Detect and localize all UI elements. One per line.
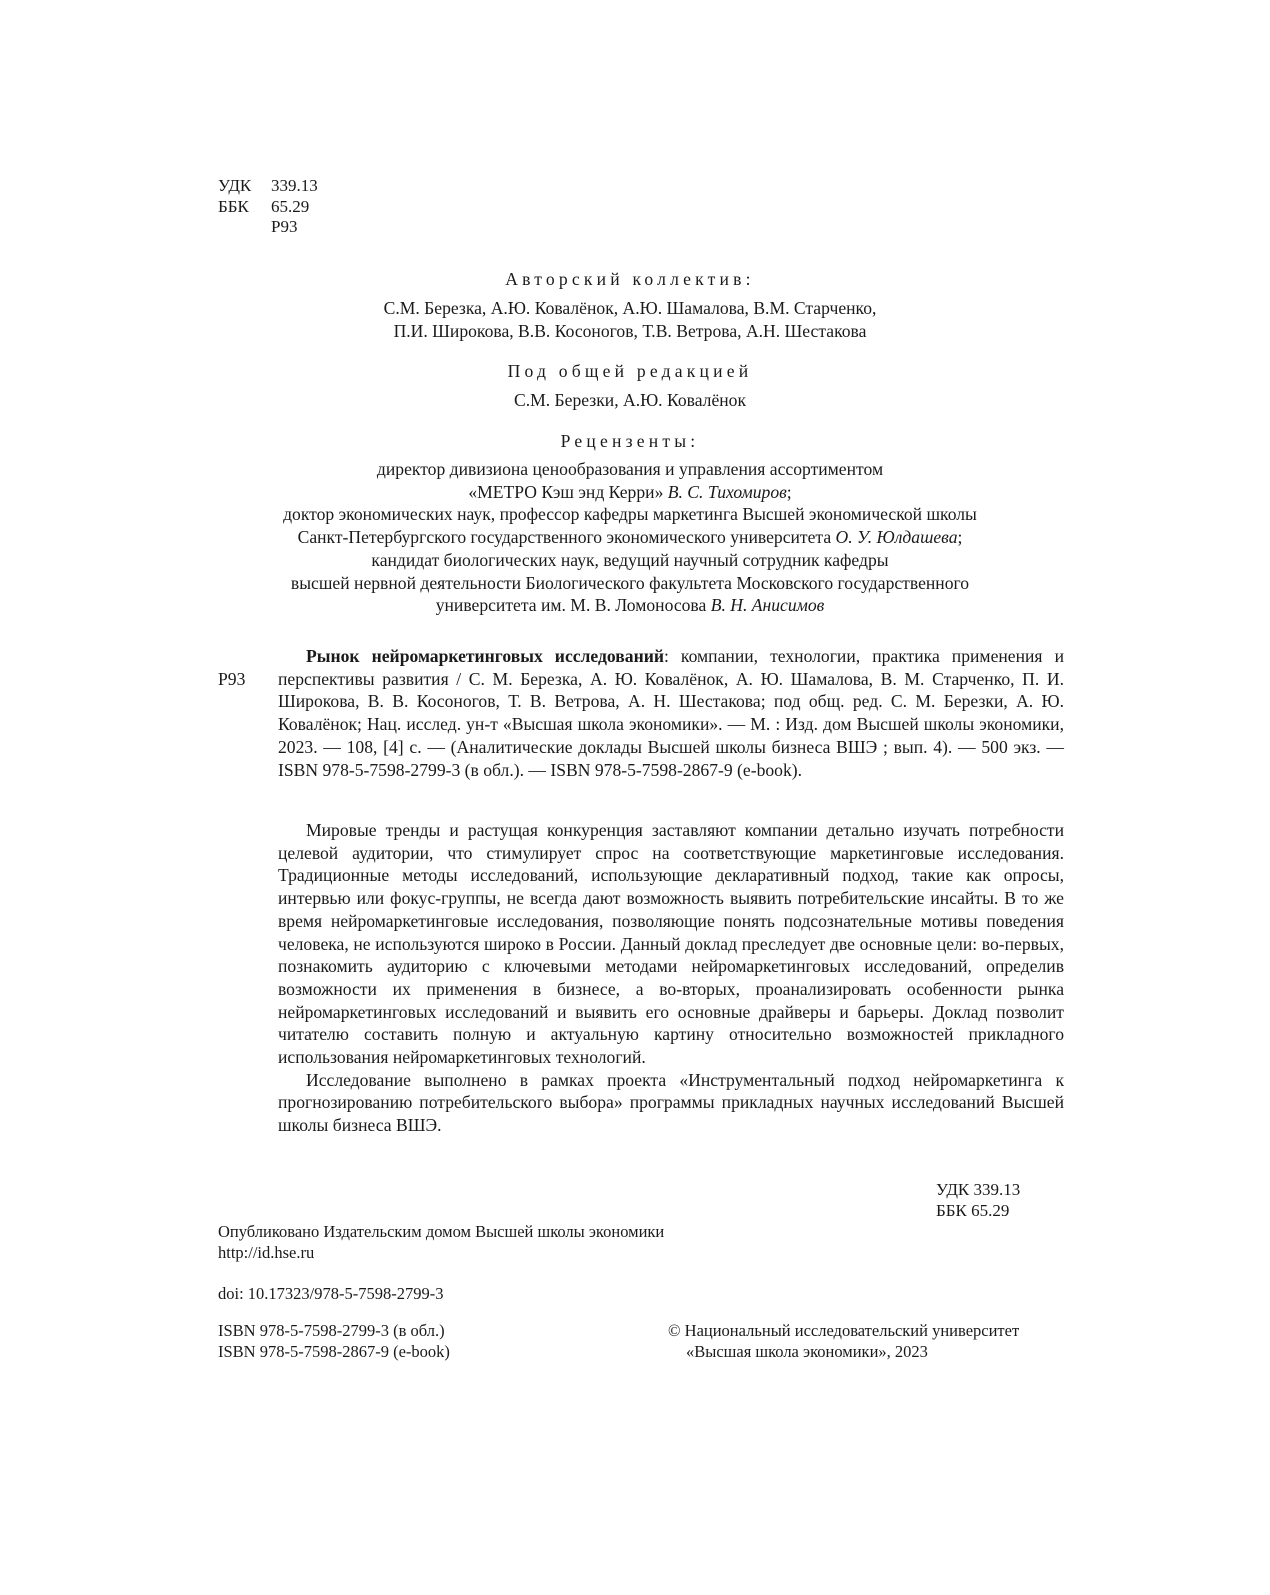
reviewer-1-org: «МЕТРО Кэш энд Керри»	[468, 481, 668, 502]
isbn-print: ISBN 978-5-7598-2799-3 (в обл.)	[218, 1321, 445, 1340]
reviewer-2-org: Санкт-Петербургского государственного экономического университета	[297, 527, 836, 548]
reviewer-1-end: ;	[786, 481, 792, 502]
authors-line-1: С.М. Березка, А.Ю. Ковалёнок, А.Ю. Шамалова, В.М. Старченко,	[383, 298, 877, 318]
bbk-row	[218, 197, 318, 218]
book-title: Рынок нейромаркетинговых исследований	[306, 646, 664, 666]
bbk-label: ББК	[218, 196, 249, 216]
copyright-line-1: © Национальный исследовательский университет	[668, 1321, 1020, 1340]
classification-bottom	[936, 1180, 1020, 1221]
authors-line-2: П.И. Широкова, В.В. Косоногов, Т.В. Ветрова, А.Н. Шестакова	[393, 321, 867, 341]
publisher-url[interactable]: http://id.hse.ru	[218, 1242, 315, 1262]
reviewer-3-org: университета им. М. В. Ломоносова	[435, 595, 711, 616]
reviewer-2-end: ;	[957, 527, 963, 548]
publisher-line: Опубликовано Издательским домом Высшей школы экономики	[218, 1222, 665, 1241]
udk-bottom: УДК 339.13	[936, 1180, 1021, 1199]
classification-block	[218, 176, 318, 238]
udk-label: УДК	[218, 176, 252, 195]
reviewer-3-line-3	[150, 594, 1110, 617]
bbk-bottom: ББК 65.29	[936, 1200, 1010, 1220]
copyright-block	[668, 1320, 1019, 1362]
reviewer-1-line-2	[150, 481, 1110, 504]
udk-value: 339.13	[271, 176, 318, 195]
reviewer-3-name: В. Н. Анисимов	[710, 595, 825, 616]
isbn-ebook: ISBN 978-5-7598-2867-9 (e-book)	[218, 1342, 450, 1361]
reviewers-list	[150, 458, 1110, 617]
reviewer-3-line-2: высшей нервной деятельности Биологического факультета Московского государственного	[290, 572, 970, 593]
authors-heading: Авторский коллектив:	[505, 269, 755, 289]
reviewer-2-line-1: доктор экономических наук, профессор кафедры маркетинга Высшей экономической школы	[283, 504, 977, 525]
isbn-block	[218, 1320, 450, 1362]
editors-names: С.М. Березки, А.Ю. Ковалёнок	[513, 390, 747, 410]
bibliographic-record	[278, 645, 1064, 781]
reviewer-1-name: В. С. Тихомиров	[667, 481, 787, 502]
abstract	[278, 819, 1064, 1137]
annotation-side-mark: Р93	[218, 669, 246, 689]
reviewer-2-name: О. У. Юлдашева	[835, 527, 958, 548]
publisher-block	[218, 1222, 664, 1263]
bbk-value: 65.29	[271, 196, 310, 216]
reviewer-2-line-2	[150, 526, 1110, 549]
author-mark-row	[218, 217, 318, 238]
abstract-paragraph-1: Мировые тренды и растущая конкуренция заставляют компании детально изучать потребности целевой аудитории, что стимулирует спрос на соответствующие маркетинговые исследования. Традиционные методы исследований, использующие декларативный подход, такие как опросы, интервью или фокус-группы, не всегда дают возможность выявить потребительские инсайты. В то же время нейромаркетинговые исследования, позволяющие понять подсознательные мотивы поведения человека, не используются широко в России. Данный доклад преследует две основные цели: во-первых, познакомить аудиторию с ключевыми методами нейромаркетинговых исследований, определив возможности их применения в бизнесе, а во-вторых, проанализировать особенности рынка нейромаркетинговых исследований и выявить его основные драйверы и барьеры. Доклад позволит читателю составить полную и актуальную картину относительно возможностей прикладного использования нейромаркетинговых технологий.	[278, 820, 1064, 1068]
doi: doi: 10.17323/978-5-7598-2799-3	[218, 1284, 444, 1303]
abstract-paragraph-2: Исследование выполнено в рамках проекта «Инструментальный подход нейромаркетинга к прогнозированию потребительского выбора» программы прикладных научных исследований Высшей школы бизнеса ВШЭ.	[278, 1069, 1064, 1136]
author-mark: Р93	[271, 217, 298, 236]
editors-heading: Под общей редакцией	[507, 361, 753, 381]
copyright-line-2: «Высшая школа экономики», 2023	[686, 1342, 928, 1361]
udk-row	[218, 176, 318, 197]
reviewer-1-line-1: директор дивизиона ценообразования и управления ассортиментом	[376, 459, 884, 479]
reviewers-heading: Рецензенты:	[560, 431, 700, 451]
bibliographic-details: : компании, технологии, практика применения и перспективы развития / С. М. Березка, А. Ю. Ковалёнок, А. Ю. Шамалова, В. М. Старченко, П. И. Широкова, В. В. Косоногов, Т. В. Ветрова, А. Н. Шестакова; под общ. ред. С. М. Березки, А. Ю. Ковалёнок; Нац. исслед. ун-т «Высшая школа экономики». — М. : Изд. дом Высшей школы экономики, 2023. — 108, [4] с. — (Аналитические доклады Высшей школы бизнеса ВШЭ ; вып. 4). — 500 экз. — ISBN 978-5-7598-2799-3 (в обл.). — ISBN 978-5-7598-2867-9 (e-book).	[278, 646, 1064, 780]
reviewer-3-line-1: кандидат биологических наук, ведущий научный сотрудник кафедры	[371, 549, 889, 570]
